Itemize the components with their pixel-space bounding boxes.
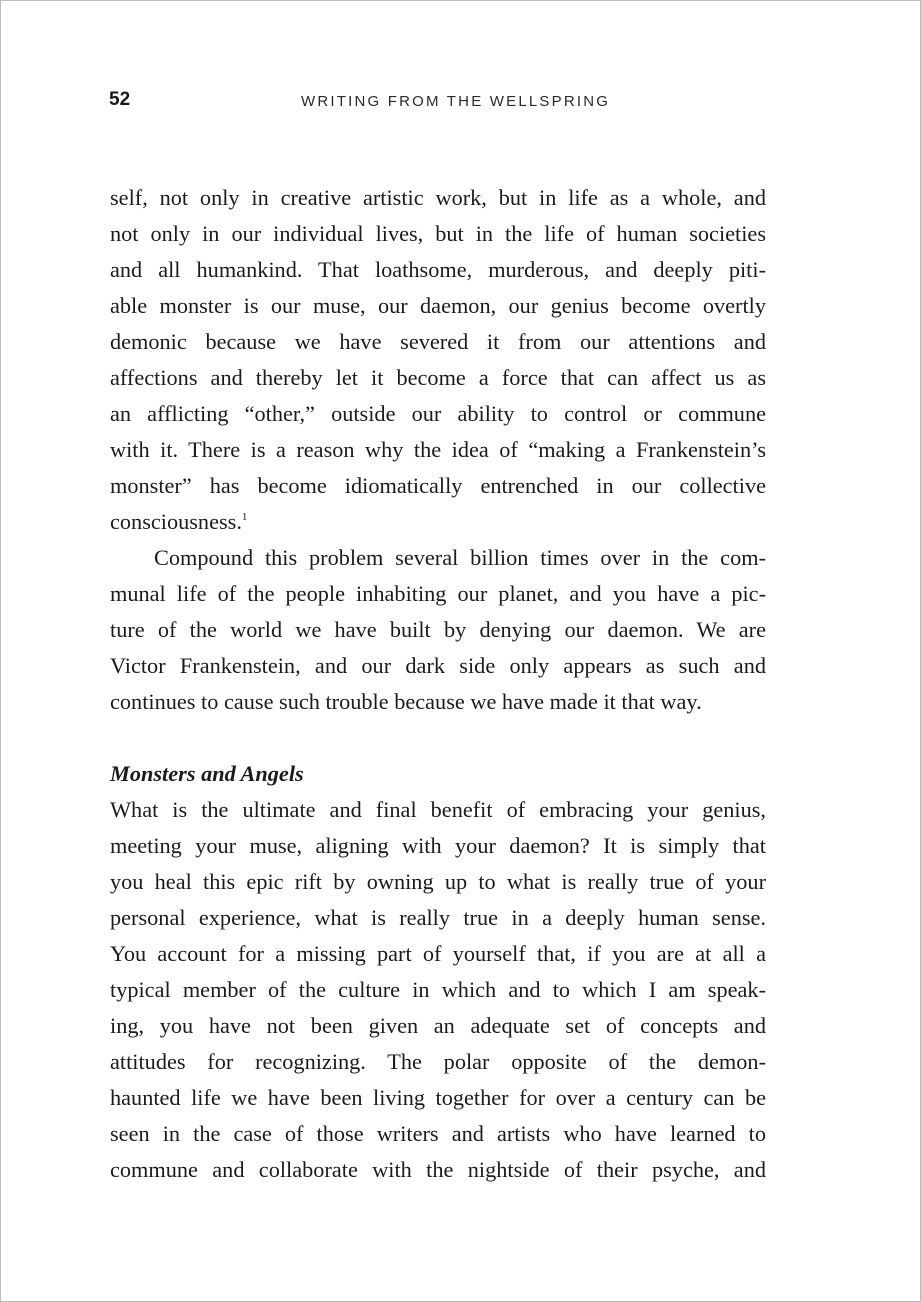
text-line: haunted life we have been living together for over a century can be xyxy=(110,1085,766,1110)
text-line-content: consciousness. xyxy=(110,509,242,534)
running-head: WRITING FROM THE WELLSPRING xyxy=(301,93,611,110)
text-line: commune and collaborate with the nightside of their psyche, and xyxy=(110,1157,766,1182)
body-text xyxy=(110,180,766,1188)
text-line: you heal this epic rift by owning up to what is really true of your xyxy=(110,869,766,894)
text-line: munal life of the people inhabiting our planet, and you have a pic- xyxy=(110,581,766,606)
text-line: not only in our individual lives, but in the life of human societies xyxy=(110,221,766,246)
text-line: seen in the case of those writers and artists who have learned to xyxy=(110,1121,766,1146)
text-line: with it. There is a reason why the idea of “making a Frankenstein’s xyxy=(110,437,766,462)
paragraph xyxy=(110,540,766,720)
text-line: monster” has become idiomatically entrenched in our collective xyxy=(110,473,766,498)
text-line: able monster is our muse, our daemon, our genius become overtly xyxy=(110,293,766,318)
paragraph xyxy=(110,180,766,540)
footnote-marker[interactable]: 1 xyxy=(241,511,248,523)
text-line: You account for a missing part of yourself that, if you are at all a xyxy=(110,941,766,966)
section-spacer xyxy=(110,720,766,756)
text-line: attitudes for recognizing. The polar opposite of the demon- xyxy=(110,1049,766,1074)
text-line: Compound this problem several billion times over in the com- xyxy=(154,545,766,570)
text-line: demonic because we have severed it from our attentions and xyxy=(110,329,766,354)
text-line: personal experience, what is really true in a deeply human sense. xyxy=(110,905,766,930)
page-number: 52 xyxy=(109,89,131,110)
text-line: an afflicting “other,” outside our ability to control or commune xyxy=(110,401,766,426)
text-line: self, not only in creative artistic work, but in life as a whole, and xyxy=(110,185,766,210)
section-heading: Monsters and Angels xyxy=(110,761,304,786)
text-line: ture of the world we have built by denying our daemon. We are xyxy=(110,617,766,642)
text-line: continues to cause such trouble because we have made it that way. xyxy=(110,689,702,714)
text-line: affections and thereby let it become a force that can affect us as xyxy=(110,365,766,390)
text-line: and all humankind. That loathsome, murderous, and deeply piti- xyxy=(110,257,766,282)
text-line: ing, you have not been given an adequate set of concepts and xyxy=(110,1013,766,1038)
text-line: typical member of the culture in which and to which I am speak- xyxy=(110,977,766,1002)
text-line: What is the ultimate and final benefit of embracing your genius, xyxy=(110,797,766,822)
text-line: Victor Frankenstein, and our dark side only appears as such and xyxy=(110,653,766,678)
text-line: meeting your muse, aligning with your daemon? It is simply that xyxy=(110,833,766,858)
section xyxy=(110,756,766,1188)
text-line xyxy=(110,504,766,540)
